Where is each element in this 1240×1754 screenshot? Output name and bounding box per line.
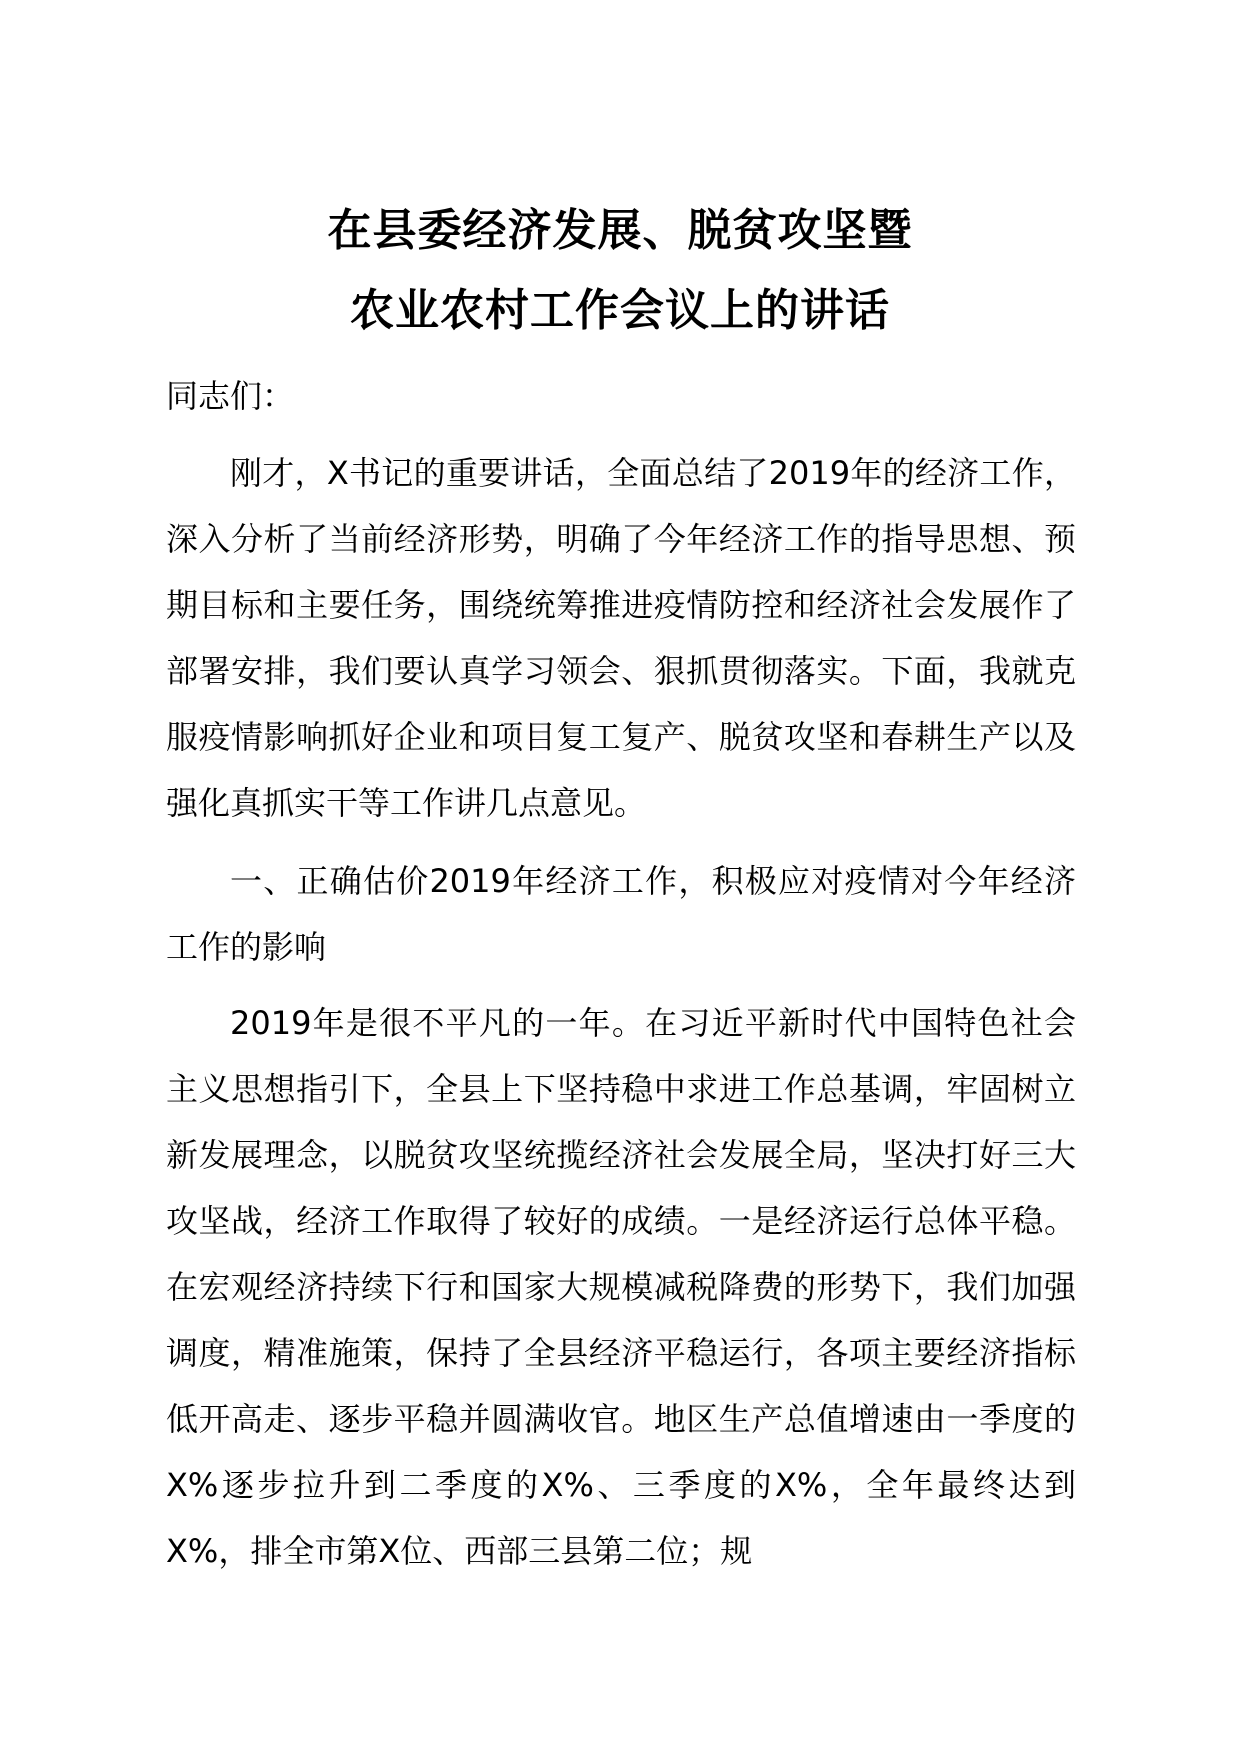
greeting: 同志们： <box>166 377 295 415</box>
paragraph-2019-review: 2019年是很不平凡的一年。在习近平新时代中国特色社会主义思想指引下，全县上下坚持稳中求进工作总基调，牢固树立新发展理念，以脱贫攻坚统揽经济社会发展全局，坚决打好三大攻坚战，经济工作取得了较好的成绩。一是经济运行总体平稳。在宏观经济持续下行和国家大规模减税降费的形势下，我们加强调度，精准施策，保持了全县经济平稳运行，各项主要经济指标低开高走、逐步平稳并圆满收官。地区生产总值增速由一季度的X%逐步拉升到二季度的X%、三季度的X%，全年最终达到X%，排全市第X位、西部三县第二位；规 <box>166 1004 1076 1570</box>
section-heading-1: 一、正确估价2019年经济工作，积极应对疫情对今年经济工作的影响 <box>166 862 1076 966</box>
paragraph-opening: 刚才，X书记的重要讲话，全面总结了2019年的经济工作，深入分析了当前经济形势，明确了今年经济工作的指导思想、预期目标和主要任务，围绕统筹推进疫情防控和经济社会发展作了部署安排，我们要认真学习领会、狠抓贯彻落实。下面，我就克服疫情影响抓好企业和项目复工复产、脱贫攻坚和春耕生产以及强化真抓实干等工作讲几点意见。 <box>166 454 1076 822</box>
document-title-line-2: 农业农村工作会议上的讲话 <box>350 285 890 336</box>
document-title-line-1: 在县委经济发展、脱贫攻坚暨 <box>327 205 913 256</box>
